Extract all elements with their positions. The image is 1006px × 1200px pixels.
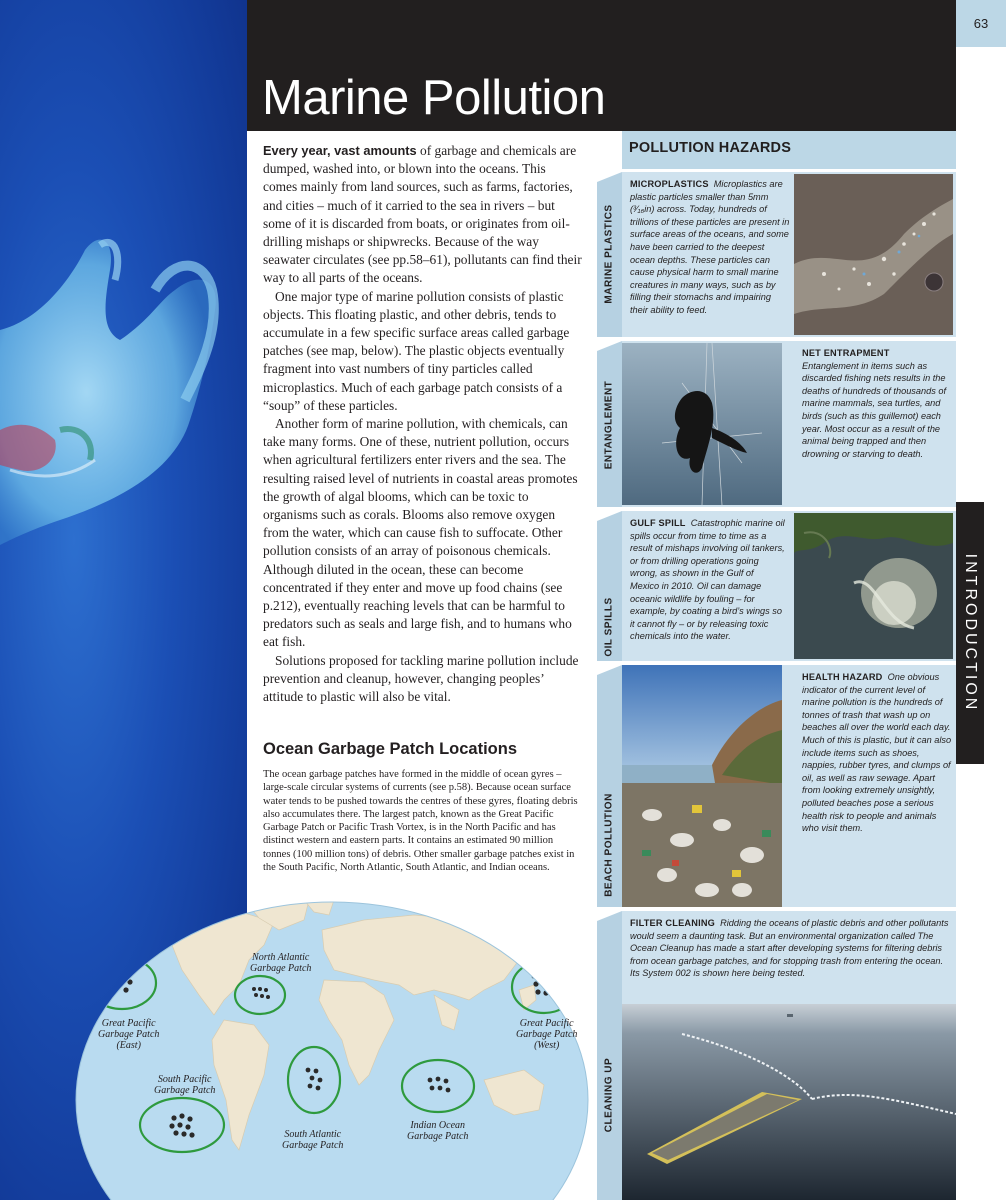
hazard-category-tab — [597, 511, 622, 661]
map-section-heading: Ocean Garbage Patch Locations — [263, 740, 517, 758]
hazard-category-tab — [597, 665, 622, 907]
page-number: 63 — [956, 0, 1006, 47]
page-title: Marine Pollution — [262, 71, 606, 125]
hazard-caption: GULF SPILL Catastrophic marine oil spills occur from time to time as a result of mishaps involving oil tankers, or from drilling operations going wrong, as shown in the Gulf of Mexico in 2010. Oil can damage oceanic wildlife by fouling – for example, by coating a bird’s wings so it cannot fly – or by releasing toxic chemicals into the water. — [630, 518, 785, 642]
paragraph-2: One major type of marine pollution consists of plastic objects. This floating plastic, and other debris, tends to accumulate in a few specific surface areas called garbage patches (see map, below). The plastic objects eventually fragment into vast numbers of tiny particles called microplastics. Much of each garbage patch consists of a “soup” of these particles. — [263, 288, 570, 413]
label-great-pacific-west: Great Pacific Garbage Patch (West) — [516, 1018, 578, 1051]
hazards-header: POLLUTION HAZARDS — [622, 131, 956, 169]
hazard-heading: NET ENTRAPMENT — [802, 348, 890, 358]
label-south-pacific: South Pacific Garbage Patch — [154, 1074, 216, 1096]
paragraph-1: Every year, vast amounts of garbage and chemicals are dumped, washed into, or blown into the oceans. This comes mainly from land sources, such as farms, factories, and cities – much of it carried to the sea in rivers – but some of it is discarded from boats, or originates from oil-drilling mishaps or shipwrecks. Because of the way seawater circulates (see pp.58–61), pollutants can find their way to all parts of the oceans. — [263, 143, 582, 286]
hazard-caption: NET ENTRAPMENT Entanglement in items such as discarded fishing nets results in the deaths of hundreds of thousands of marine mammals, sea turtles, and birds (such as this guillemot) each year. Most occur as a result of the animal being trapped and then drowning or starving to death. — [802, 348, 947, 459]
label-great-pacific-east: Great Pacific Garbage Patch (East) — [98, 1018, 160, 1051]
hazard-oil-spills — [597, 511, 956, 661]
hazard-heading: HEALTH HAZARD — [802, 672, 883, 682]
hazard-cleaning-up — [597, 911, 956, 1200]
map-section-text: The ocean garbage patches have formed in the middle of ocean gyres – large-scale circular systems of currents (see p.58). Because ocean surface water tends to be pushed towards the centres of these gyres, floating debris also accumulates there. The largest patch, known as the Great Pacific Garbage Patch or Pacific Trash Vortex, is in the North Pacific and has distinct western and eastern parts. It contains an estimated 90 million tonnes (100 million tons) of debris. Other smaller garbage patches exist in the South Pacific, North Atlantic, South Atlantic, and Indian oceans. — [263, 769, 578, 874]
paragraph-4: Solutions proposed for tackling marine pollution include prevention and cleanup, however, changing peoples’ attitude to plastic will also be vital. — [263, 652, 579, 705]
microplastics-photo — [794, 174, 953, 335]
section-tab — [956, 502, 984, 764]
label-north-atlantic: North Atlantic Garbage Patch — [250, 952, 312, 974]
entangled-bird-photo — [622, 343, 782, 505]
garbage-patch-map — [74, 900, 590, 1200]
hazard-heading: GULF SPILL — [630, 518, 686, 528]
hazard-caption: HEALTH HAZARD One obvious indicator of the current level of marine pollution is the hundreds of tonnes of trash that wash up on beaches all over the world each day. Much of this is plastic, but it can also include items such as shoes, nappies, rubber tyres, and clumps of oil, as well as raw sewage. Apart from looking extremely unsightly, polluted beaches pose a serious health risk to people and animals who visit them. — [802, 672, 952, 834]
label-south-atlantic: South Atlantic Garbage Patch — [282, 1129, 344, 1151]
hazard-category-tab — [597, 341, 622, 507]
hazard-category-label: MARINE PLASTICS — [603, 204, 615, 304]
hazard-marine-plastics — [597, 172, 956, 337]
hazard-beach-pollution — [597, 665, 956, 907]
hazard-category-label: CLEANING UP — [603, 1057, 615, 1133]
beach-trash-photo — [622, 665, 782, 907]
hazard-category-label: OIL SPILLS — [603, 597, 615, 657]
ocean-cleanup-photo — [622, 1004, 956, 1200]
hazard-heading: MICROPLASTICS — [630, 179, 709, 189]
hazard-entanglement — [597, 341, 956, 507]
hazard-caption: MICROPLASTICS Microplastics are plastic particles smaller than 5mm (³⁄₁₆in) across. Today, hundreds of trillions of these particles are present in surface areas of the oceans, and some have been carried to the deepest ocean depths. These particles can cause physical harm to small marine creatures in many ways, such as by filling their stomachs and impairing their ability to feed. — [630, 179, 790, 315]
hazard-category-label: BEACH POLLUTION — [603, 793, 615, 897]
hazard-category-tab — [597, 911, 622, 1200]
oil-spill-satellite-photo — [794, 513, 953, 659]
paragraph-3: Another form of marine pollution, with chemicals, can take many forms. One of these, nutrient pollution, occurs when agricultural fertilizers enter rivers and the sea. The resulting raised level of nutrients in coastal areas promotes the growth of algal blooms, which can be toxic to organisms such as corals. Blooms also remove oxygen from the water, which can cause fish to suffocate. Other pollution consists of an array of poisonous chemicals. Although diluted in the ocean, these can become concentrated if they enter and move up food chains (see p.212), eventually reaching levels that can be harmful to predators such as seals and large fish, and to humans who eat fish. — [263, 416, 578, 650]
hazard-caption: FILTER CLEANING Ridding the oceans of plastic debris and other pollutants would seem a daunting task. But an environmental organization called The Ocean Cleanup has made a start after developing systems for filtering debris from ocean garbage patches, and for stopping trash from entering the ocean. Its System 002 is shown here being tested. — [630, 918, 949, 979]
lead-in: Every year, vast amounts — [263, 143, 417, 158]
hazard-category-tab — [597, 172, 622, 337]
body-text — [263, 142, 582, 706]
hazard-heading: FILTER CLEANING — [630, 918, 716, 928]
hazard-category-label: ENTANGLEMENT — [603, 380, 615, 470]
label-indian-ocean: Indian Ocean Garbage Patch — [407, 1120, 469, 1142]
section-tab-label: INTRODUCTION — [962, 553, 979, 713]
